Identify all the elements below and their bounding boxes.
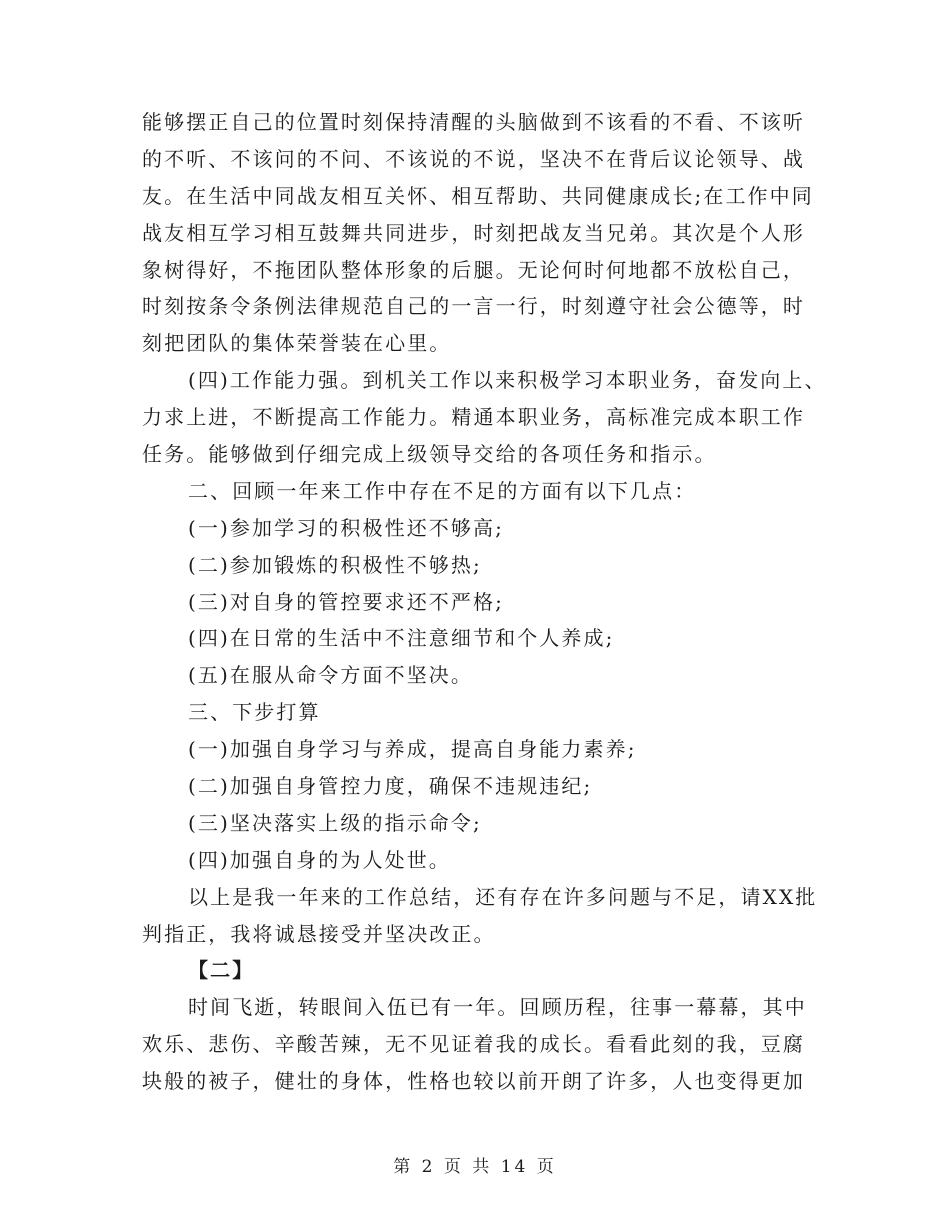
section-heading: 二、回顾一年来工作中存在不足的方面有以下几点： — [188, 478, 697, 503]
list-item: (五)在服从命令方面不坚决。 — [188, 663, 474, 688]
list-item: (四)加强自身的为人处世。 — [188, 847, 451, 872]
text-line: 欢乐、悲伤、辛酸苦辣，无不见证着我的成长。看看此刻的我，豆腐 — [142, 1032, 805, 1057]
list-item: (四)在日常的生活中不注意细节和个人养成; — [188, 626, 615, 651]
text-line: 友。在生活中同战友相互关怀、相互帮助、共同健康成长;在工作中同 — [142, 183, 814, 208]
text-line: 战友相互学习相互鼓舞共同进步，时刻把战友当兄弟。其次是个人形 — [142, 220, 805, 245]
text-line: 的不听、不该问的不问、不该说的不说，坚决不在背后议论领导、战 — [142, 146, 805, 171]
document-body — [142, 104, 827, 1100]
paragraph-start-line: (四)工作能力强。到机关工作以来积极学习本职业务，奋发向上、 — [188, 368, 827, 393]
list-item: (二)参加锻炼的积极性不够热; — [188, 552, 482, 577]
page-footer: 第 2 页 共 14 页 — [393, 1157, 557, 1177]
list-item: (二)加强自身管控力度，确保不违规违纪; — [188, 774, 593, 799]
paragraph-start-line: 以上是我一年来的工作总结，还有存在许多问题与不足，请XX批 — [188, 884, 818, 909]
text-line: 象树得好，不拖团队整体形象的后腿。无论何时何地都不放松自己， — [142, 257, 805, 282]
section-heading: 三、下步打算 — [188, 700, 321, 725]
paragraph-start-line: 时间飞逝，转眼间入伍已有一年。回顾历程，往事一幕幕，其中 — [188, 995, 807, 1020]
list-item: (三)坚决落实上级的指示命令; — [188, 810, 482, 835]
list-item: (一)加强自身学习与养成，提高自身能力素养; — [188, 737, 637, 762]
text-line: 刻把团队的集体荣誉装在心里。 — [142, 331, 452, 356]
part-heading: 【二】 — [188, 958, 255, 983]
text-line: 力求上进，不断提高工作能力。精通本职业务，高标准完成本职工作 — [142, 405, 805, 430]
list-item: (三)对自身的管控要求还不严格; — [188, 589, 504, 614]
text-line: 能够摆正自己的位置时刻保持清醒的头脑做到不该看的不看、不该听 — [142, 110, 805, 134]
text-line: 任务。能够做到仔细完成上级领导交给的各项任务和指示。 — [142, 442, 717, 467]
text-line: 时刻按条令条例法律规范自己的一言一行，时刻遵守社会公德等，时 — [142, 294, 805, 319]
text-line: 判指正，我将诚恳接受并坚决改正。 — [142, 921, 496, 946]
list-item: (一)参加学习的积极性还不够高; — [188, 515, 504, 540]
text-line: 块般的被子，健壮的身体，性格也较以前开朗了许多，人也变得更加 — [142, 1069, 805, 1094]
